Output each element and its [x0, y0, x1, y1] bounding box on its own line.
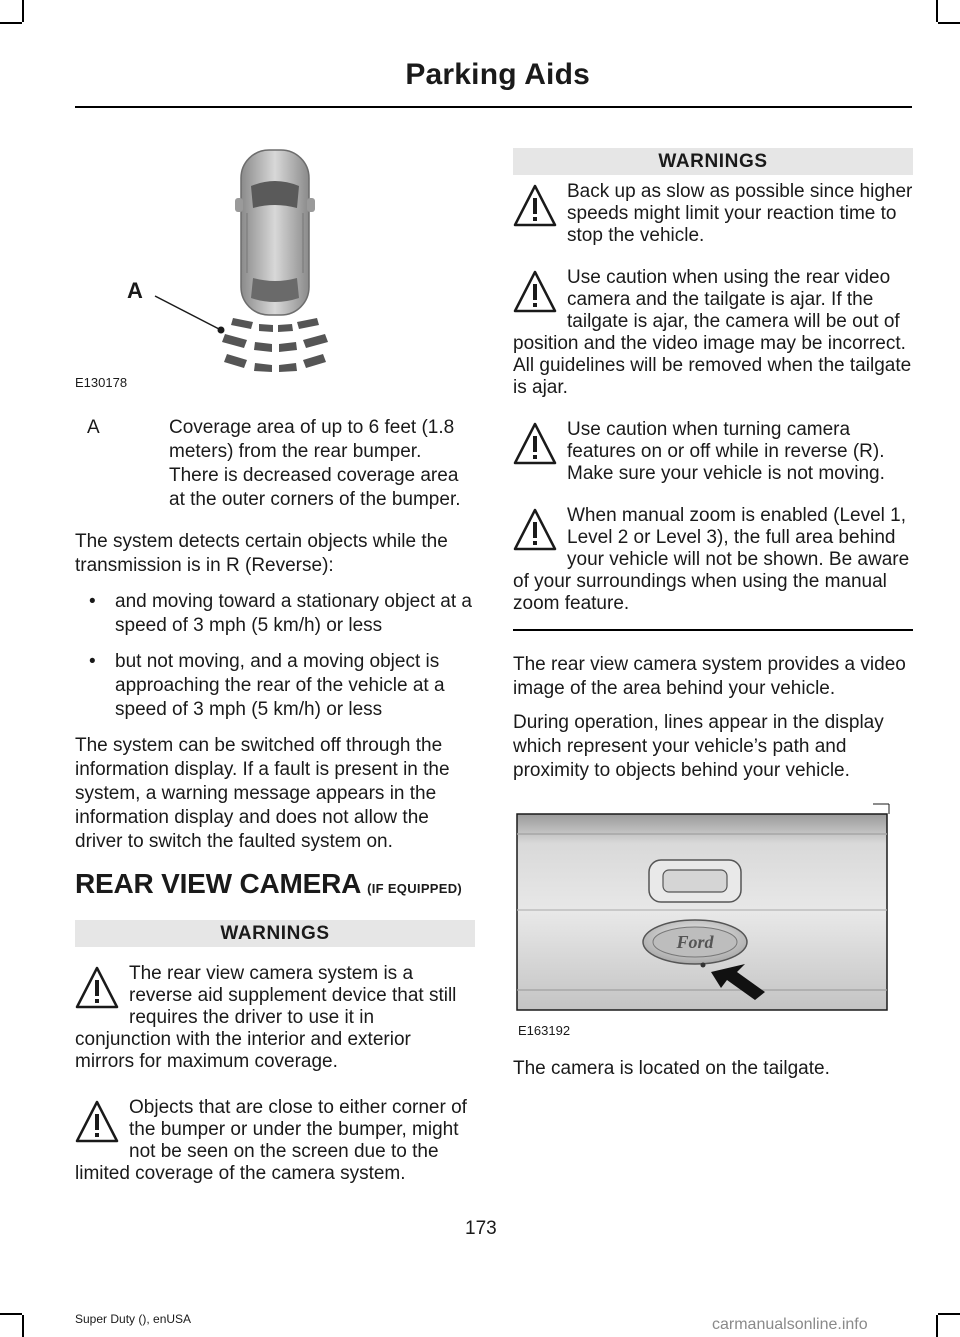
legend-text: Coverage area of up to 6 feet (1.8 meters) from the rear bumper. There is decreased coverage area at the outer corners of the bumper.	[169, 417, 461, 510]
warning-item	[513, 181, 913, 247]
legend-key: A	[87, 417, 100, 438]
warning-item	[75, 1097, 475, 1185]
warning-icon	[513, 421, 557, 467]
figure-code: E130178	[75, 375, 128, 390]
tailgate-handle	[649, 860, 741, 902]
intro-paragraph: The system detects certain objects while the transmission is in R (Reverse):	[75, 531, 448, 576]
car-top-view	[235, 150, 315, 315]
right-warnings	[513, 148, 913, 783]
warning-item	[513, 267, 913, 399]
warning-text: Use caution when using the rear video camera and the tailgate is ajar. If the tailgate is ajar, the camera will be out of position and the video image may be incorrect. All guidelines will be removed when the tailgate is ajar.	[513, 267, 912, 398]
crop-mark	[0, 22, 22, 24]
warning-icon	[75, 965, 119, 1011]
callout-a-dot	[218, 327, 225, 334]
callout-a-label: A	[127, 278, 143, 303]
crop-mark	[938, 22, 960, 24]
legend-row	[75, 416, 475, 512]
warning-icon	[513, 269, 557, 315]
tailgate-camera-figure	[513, 800, 913, 1020]
warning-text: The rear view camera system is a reverse aid supplement device that still requires the driver to use it in conjunction with the interior and exterior mirrors for maximum coverage.	[75, 963, 457, 1072]
warning-icon	[513, 183, 557, 229]
list-item: • but not moving, and a moving object is approaching the rear of the vehicle at a speed of 3 mph (5 km/h) or less	[75, 650, 475, 722]
crop-mark	[22, 1315, 24, 1337]
warnings-end-rule	[513, 629, 913, 631]
rear-sensor-coverage-figure	[75, 138, 475, 378]
crop-mark	[0, 1313, 22, 1315]
ford-logo-text: Ford	[676, 932, 714, 952]
footer-text: Super Duty (), enUSA	[75, 1312, 192, 1326]
warning-item	[75, 963, 475, 1073]
camera-location-paragraph: The camera is located on the tailgate.	[513, 1058, 830, 1079]
callout-a-leader	[155, 296, 219, 329]
warning-text: When manual zoom is enabled (Level 1, Level 2 or Level 3), the full area behind your vehicle will not be shown. Be aware of your surroundings when using the manual zoom feature.	[513, 505, 910, 614]
watermark: carmanualsonline.info	[712, 1316, 868, 1333]
warnings-heading: WARNINGS	[513, 148, 913, 175]
page-number: 173	[465, 1218, 497, 1239]
info-paragraph: The system can be switched off through the information display. If a fault is present in the system, a warning message appears in the information display and does not allow the driver to switch the faulted system on.	[75, 735, 450, 852]
warnings-heading: WARNINGS	[75, 920, 475, 947]
warning-icon	[75, 1099, 119, 1145]
section-title: REAR VIEW CAMERA	[75, 868, 362, 899]
crop-mark	[936, 0, 938, 22]
camera-intro-paragraph: The rear view camera system provides a video image of the area behind your vehicle.	[513, 654, 906, 699]
warning-icon	[513, 507, 557, 553]
list-item: • and moving toward a stationary object at a speed of 3 mph (5 km/h) or less	[75, 590, 475, 638]
warning-item	[513, 419, 913, 485]
camera-lens	[701, 963, 706, 968]
crop-mark	[22, 0, 24, 22]
warning-text: Back up as slow as possible since higher speeds might limit your reaction time to stop the vehicle.	[567, 181, 913, 246]
section-suffix: (IF EQUIPPED)	[367, 881, 463, 896]
ford-badge	[643, 920, 747, 964]
warning-item	[513, 505, 913, 615]
warning-text: Objects that are close to either corner of the bumper or under the bumper, might not be seen on the screen due to the limited coverage of the camera system.	[75, 1097, 467, 1184]
tailgate-panel	[517, 814, 887, 1010]
crop-mark	[938, 1313, 960, 1315]
section-heading	[75, 868, 462, 900]
camera-lines-paragraph: During operation, lines appear in the display which represent your vehicle’s path and proximity to objects behind your vehicle.	[513, 712, 884, 781]
sensor-zones	[222, 318, 328, 372]
figure-code: E163192	[518, 1023, 571, 1038]
crop-mark	[936, 1315, 938, 1337]
left-column	[75, 416, 475, 854]
left-warnings	[75, 920, 475, 1185]
page-title: Parking Aids	[405, 58, 590, 91]
header-rule	[75, 106, 912, 108]
warning-text: Use caution when turning camera features on or off while in reverse (R). Make sure your vehicle is not moving.	[567, 419, 885, 484]
bullet-list	[75, 590, 475, 722]
